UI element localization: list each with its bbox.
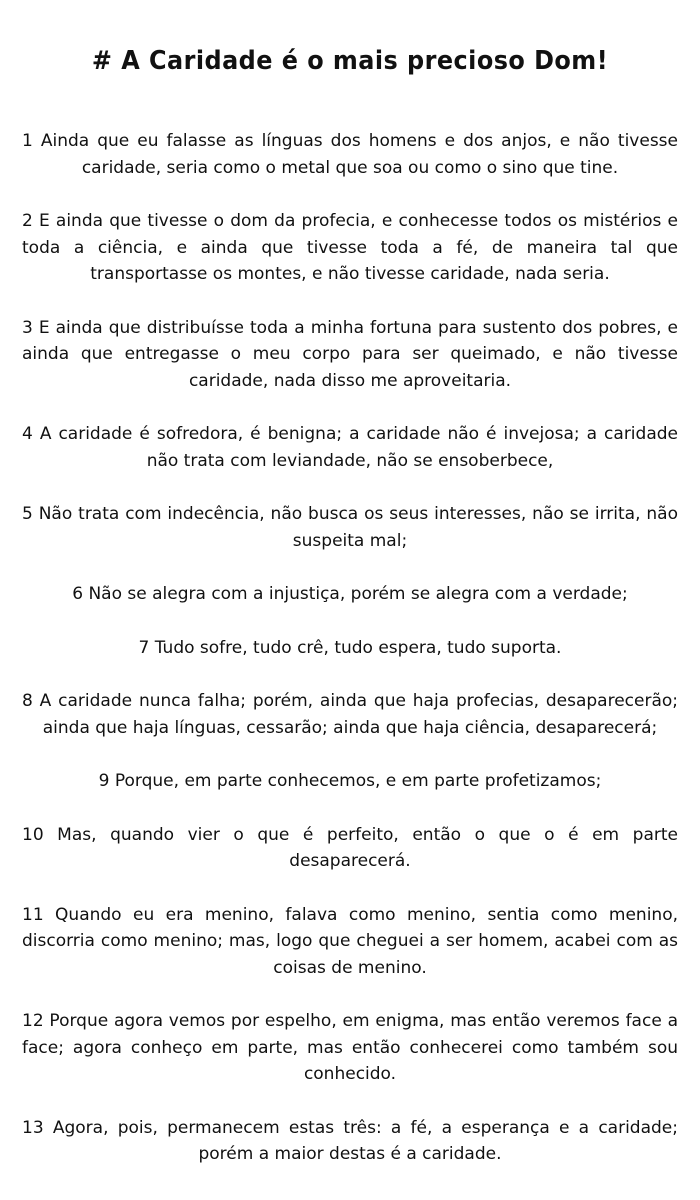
verse-4: 4 A caridade é sofredora, é benigna; a caridade não é invejosa; a caridade não trata com leviandade, não se ensoberbece, xyxy=(22,424,678,471)
verse-7: 7 Tudo sofre, tudo crê, tudo espera, tudo suporta. xyxy=(138,637,562,658)
verse-11: 11 Quando eu era menino, falava como menino, sentia como menino, discorria como menino; mas, logo que cheguei a ser homem, acabei com as coisas de menino. xyxy=(22,904,678,978)
verse-10: 10 Mas, quando vier o que é perfeito, então o que o é em parte desaparecerá. xyxy=(22,824,678,871)
verse-list xyxy=(22,128,678,1168)
verse-3: 3 E ainda que distribuísse toda a minha fortuna para sustento dos pobres, e ainda que entregasse o meu corpo para ser queimado, e não tivesse caridade, nada disso me aproveitaria. xyxy=(22,317,678,391)
verse-9: 9 Porque, em parte conhecemos, e em parte profetizamos; xyxy=(98,771,602,791)
verse-8: 8 A caridade nunca falha; porém, ainda que haja profecias, desaparecerão; ainda que haja línguas, cessarão; ainda que haja ciência, desaparecerá; xyxy=(22,691,678,738)
verse-1: 1 Ainda que eu falasse as línguas dos homens e dos anjos, e não tivesse caridade, seria como o metal que soa ou como o sino que tine. xyxy=(22,131,678,178)
verse-5: 5 Não trata com indecência, não busca os seus interesses, não se irrita, não suspeita mal; xyxy=(22,504,678,551)
verse-6: 6 Não se alegra com a injustiça, porém se alegra com a verdade; xyxy=(72,584,628,604)
verse-12: 12 Porque agora vemos por espelho, em enigma, mas então veremos face a face; agora conheço em parte, mas então conhecerei como também sou conhecido. xyxy=(22,1011,678,1084)
verse-2: 2 E ainda que tivesse o dom da profecia, e conhecesse todos os mistérios e toda a ciência, e ainda que tivesse toda a fé, de maneira tal que transportasse os montes, e não tivesse caridade, nada seria. xyxy=(22,211,678,284)
page-title: # A Caridade é o mais precioso Dom! xyxy=(91,46,609,76)
verse-13: 13 Agora, pois, permanecem estas três: a fé, a esperança e a caridade; porém a maior destas é a caridade. xyxy=(22,1117,678,1164)
